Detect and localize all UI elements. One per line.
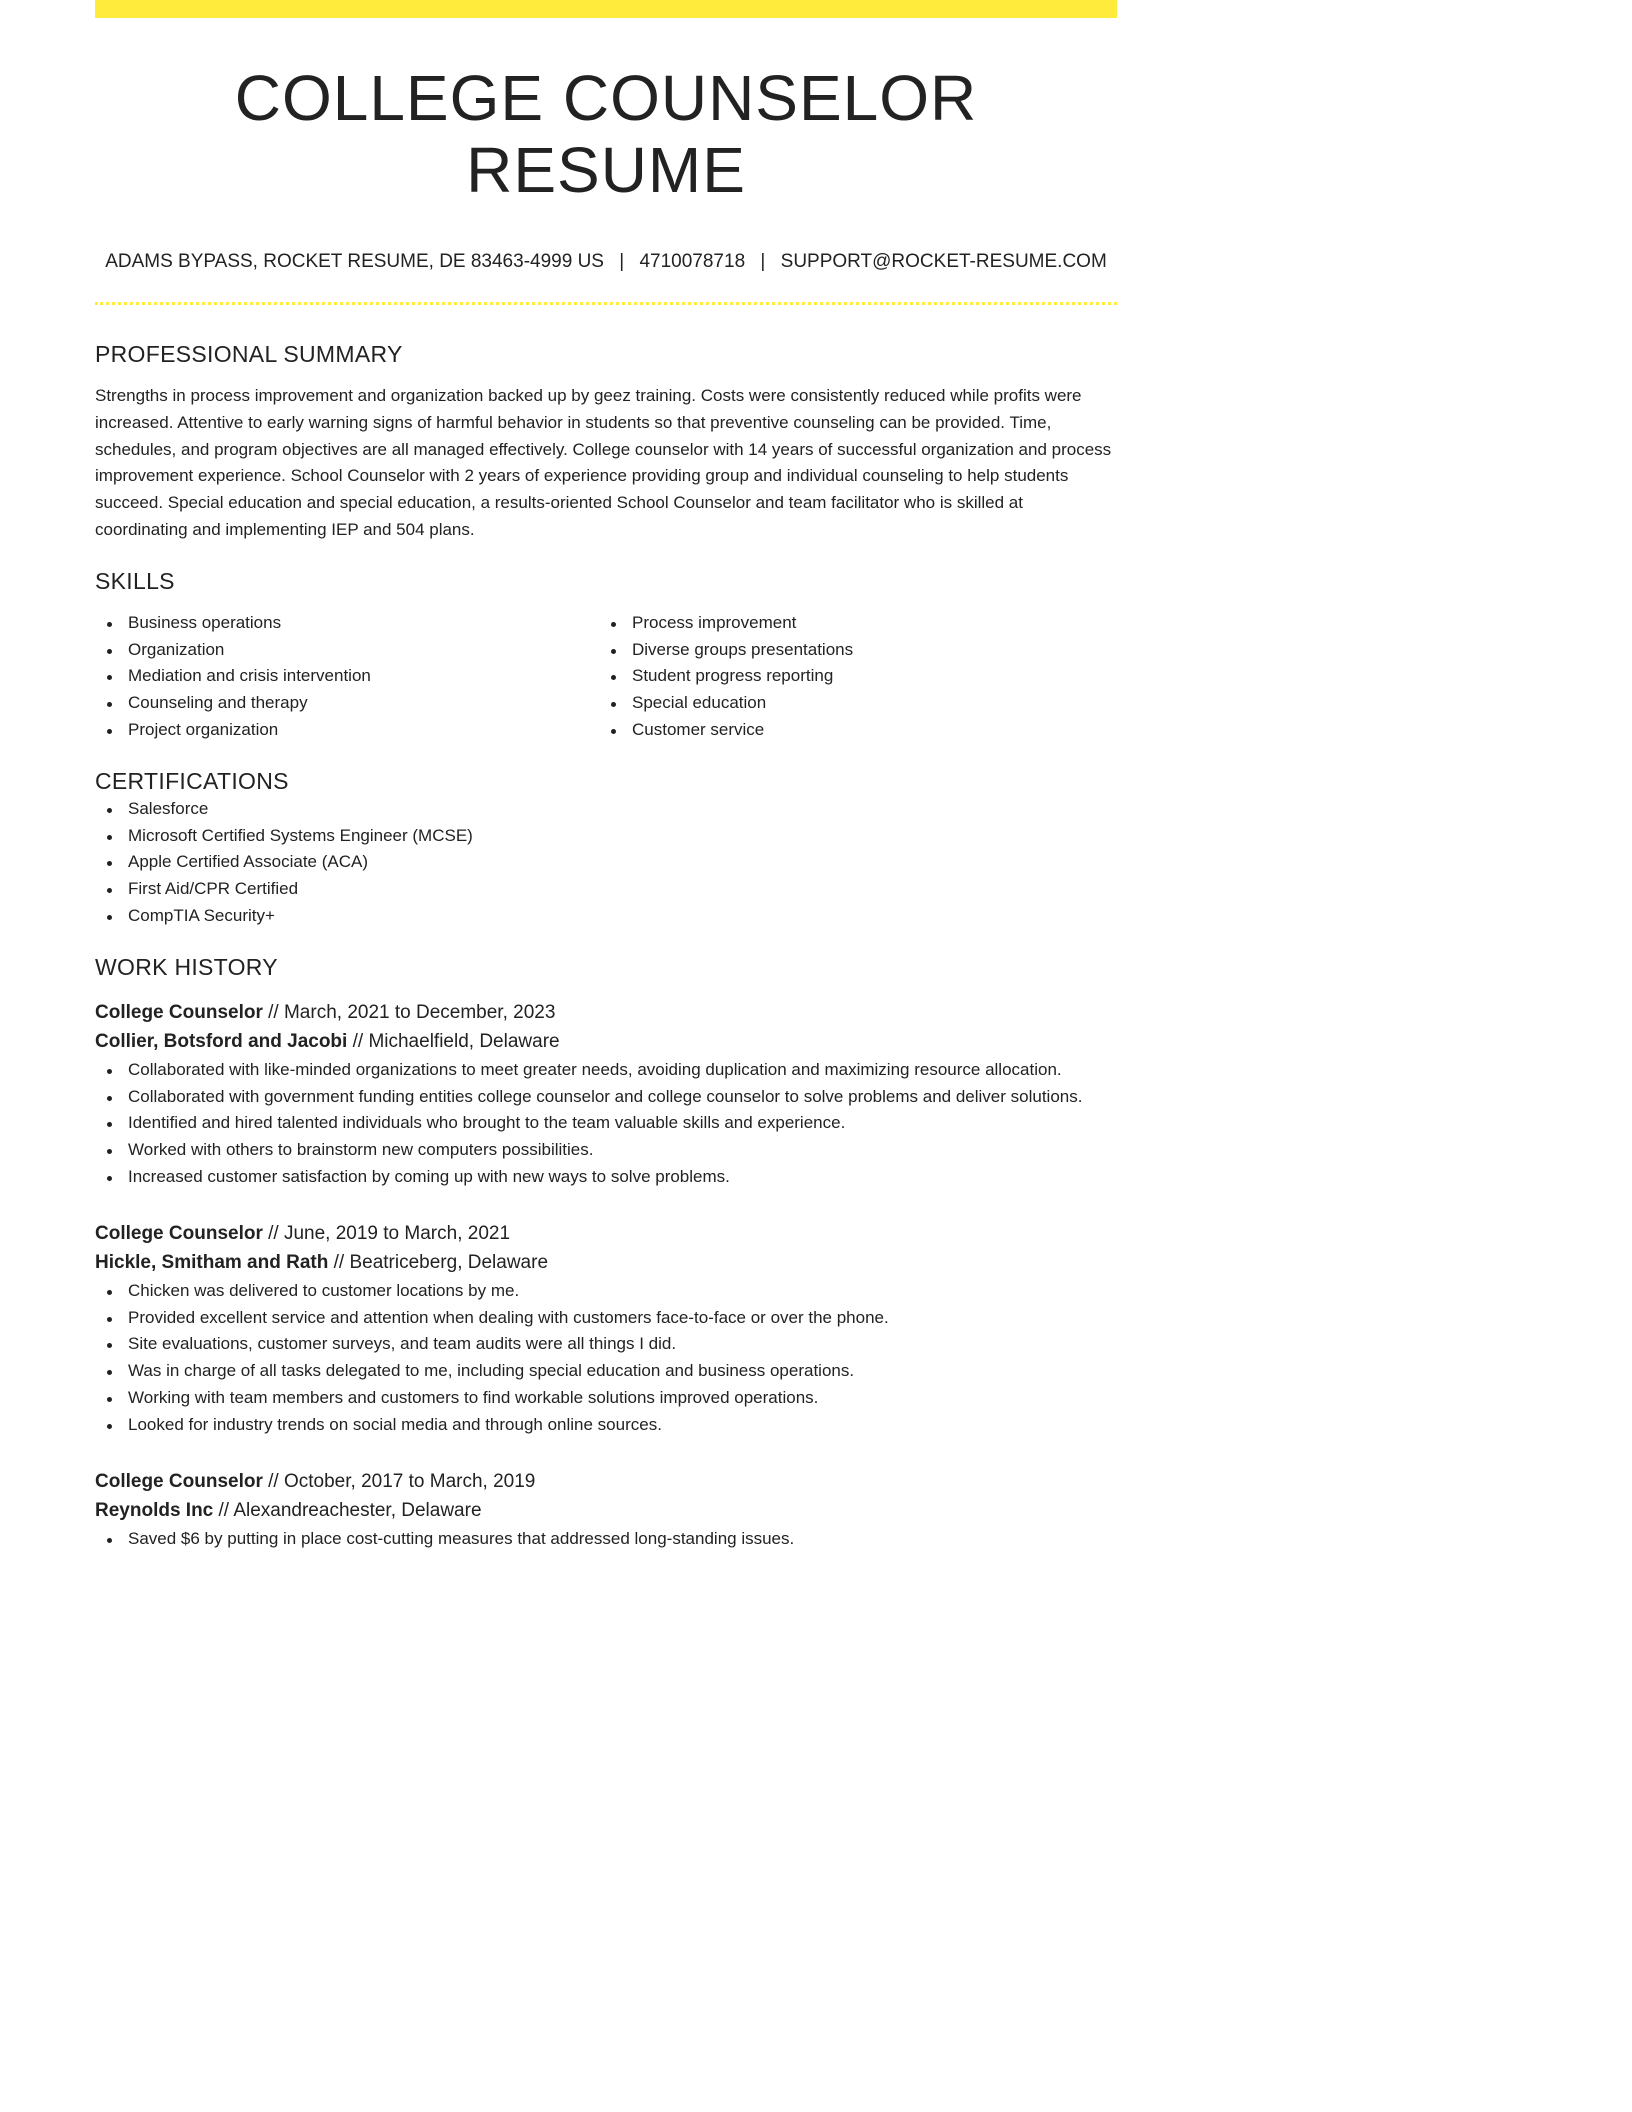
- job-title-line: [95, 998, 1117, 1028]
- job-location: // Michaelfield, Delaware: [352, 1031, 560, 1053]
- resume-title: COLLEGE COUNSELOR RESUME: [234, 62, 978, 206]
- job-title: College Counselor: [95, 1222, 263, 1244]
- job-entry: [95, 1467, 1117, 1553]
- certifications-heading: CERTIFICATIONS: [95, 767, 289, 794]
- certifications-section: [95, 766, 1117, 930]
- contact-line: [95, 250, 1117, 274]
- contact-address: ADAMS BYPASS, ROCKET RESUME, DE 83463-4999 US: [105, 251, 604, 272]
- summary-text: Strengths in process improvement and organization backed up by geez training. Costs were consistently reduced while profits were increased. Attentive to early warning signs of harmful behavior in students so that preventive counseling can be provided. Time, schedules, and program objectives are all managed effectively. College counselor with 14 years of successful organization and process improvement experience. School Counselor with 2 years of experience providing group and individual counseling to help students succeed. Special education and special education, a results-oriented School Counselor and team facilitator who is skilled at coordinating and implementing IEP and 504 plans.: [95, 386, 1112, 539]
- job-bullets: [95, 1278, 1117, 1439]
- job-company: Hickle, Smitham and Rath: [95, 1252, 329, 1274]
- skill-item: Special education: [599, 690, 1103, 717]
- job-bullet: Was in charge of all tasks delegated to me, including special education and business operations.: [95, 1358, 1117, 1385]
- job-bullet: Saved $6 by putting in place cost-cutting measures that addressed long-standing issues.: [95, 1526, 1117, 1553]
- resume-page: [95, 0, 1117, 1552]
- job-location: // Alexandreachester, Delaware: [218, 1500, 482, 1522]
- job-bullet: Chicken was delivered to customer locations by me.: [95, 1278, 1117, 1305]
- job-bullet: Worked with others to brainstorm new computers possibilities.: [95, 1137, 1117, 1164]
- job-company-line: [95, 1496, 1117, 1526]
- contact-email: SUPPORT@ROCKET-RESUME.COM: [780, 251, 1107, 272]
- job-bullet: Collaborated with like-minded organizations to meet greater needs, avoiding duplication and maximizing resource allocation.: [95, 1057, 1117, 1084]
- skill-item: Process improvement: [599, 610, 1103, 637]
- skill-item: Mediation and crisis intervention: [95, 663, 599, 690]
- certification-item: Salesforce: [95, 796, 1117, 823]
- skill-item: Business operations: [95, 610, 599, 637]
- job-title-line: [95, 1467, 1117, 1497]
- job-bullet: Site evaluations, customer surveys, and team audits were all things I did.: [95, 1331, 1117, 1358]
- summary-heading: PROFESSIONAL SUMMARY: [95, 341, 403, 367]
- skill-item: Organization: [95, 637, 599, 664]
- skills-column-right: [599, 610, 1103, 744]
- skill-item: Counseling and therapy: [95, 690, 599, 717]
- skill-item: Diverse groups presentations: [599, 637, 1103, 664]
- certification-item: Microsoft Certified Systems Engineer (MCSE): [95, 823, 1117, 850]
- job-bullets: [95, 1057, 1117, 1191]
- work-history-heading: WORK HISTORY: [95, 953, 278, 980]
- certification-item: Apple Certified Associate (ACA): [95, 849, 1117, 876]
- job-company: Reynolds Inc: [95, 1500, 214, 1522]
- certifications-list: [95, 796, 1117, 930]
- contact-separator: |: [760, 251, 766, 272]
- job-bullet: Increased customer satisfaction by coming up with new ways to solve problems.: [95, 1164, 1117, 1191]
- job-bullet: Looked for industry trends on social media and through online sources.: [95, 1412, 1117, 1439]
- job-company-line: [95, 1248, 1117, 1278]
- job-dates: // June, 2019 to March, 2021: [268, 1222, 511, 1244]
- job-company: Collier, Botsford and Jacobi: [95, 1031, 348, 1053]
- job-dates: // October, 2017 to March, 2019: [268, 1470, 536, 1492]
- certification-item: First Aid/CPR Certified: [95, 876, 1117, 903]
- job-title-line: [95, 1219, 1117, 1249]
- header-divider: [95, 302, 1117, 305]
- certification-item: CompTIA Security+: [95, 903, 1117, 930]
- job-bullet: Working with team members and customers to find workable solutions improved operations.: [95, 1385, 1117, 1412]
- job-bullets: [95, 1526, 1117, 1553]
- job-company-line: [95, 1027, 1117, 1057]
- skills-section: [95, 566, 1117, 744]
- skill-item: Customer service: [599, 717, 1103, 744]
- skill-item: Student progress reporting: [599, 663, 1103, 690]
- contact-phone: 4710078718: [639, 251, 746, 272]
- work-history-section: [95, 952, 1117, 1553]
- accent-bar: [95, 0, 1117, 18]
- contact-separator: |: [619, 251, 625, 272]
- job-bullet: Collaborated with government funding entities college counselor and college counselor to solve problems and deliver solutions.: [95, 1084, 1117, 1111]
- job-entry: [95, 998, 1117, 1191]
- job-entry: [95, 1219, 1117, 1439]
- job-bullet: Provided excellent service and attention when dealing with customers face-to-face or over the phone.: [95, 1305, 1117, 1332]
- job-bullet: Identified and hired talented individuals who brought to the team valuable skills and experience.: [95, 1110, 1117, 1137]
- job-location: // Beatriceberg, Delaware: [333, 1252, 549, 1274]
- skill-item: Project organization: [95, 717, 599, 744]
- skills-grid: [95, 610, 1117, 744]
- summary-section: [95, 339, 1117, 544]
- skills-column-left: [95, 610, 599, 744]
- job-dates: // March, 2021 to December, 2023: [268, 1001, 556, 1023]
- job-title: College Counselor: [95, 1001, 263, 1023]
- job-title: College Counselor: [95, 1470, 263, 1492]
- skills-heading: SKILLS: [95, 567, 175, 594]
